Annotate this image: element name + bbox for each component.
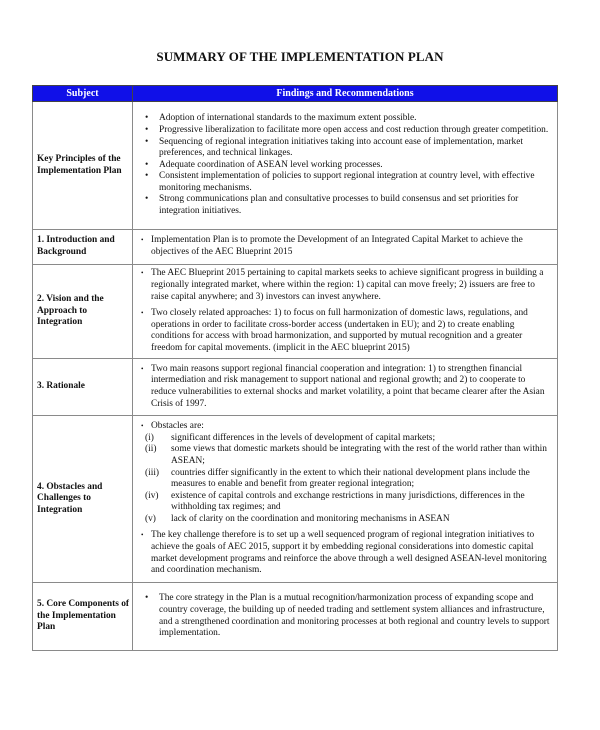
obstacle-item bbox=[141, 468, 551, 491]
table-row bbox=[33, 583, 558, 651]
obstacle-number: (i) bbox=[145, 432, 154, 443]
findings-cell bbox=[133, 102, 558, 230]
obstacles-list bbox=[141, 433, 551, 526]
bullet-item: • Strong communications plan and consultative processes to build consensus and set priorities for integration initiatives. bbox=[141, 194, 551, 217]
summary-table bbox=[32, 85, 558, 651]
obstacles-intro: Obstacles are: bbox=[151, 421, 204, 432]
obstacle-text: some views that domestic markets should be integrating with the rest of the world rather than within ASEAN; bbox=[171, 444, 547, 466]
subject-cell: 3. Rationale bbox=[33, 359, 133, 416]
document-title: SUMMARY OF THE IMPLEMENTATION PLAN bbox=[156, 49, 444, 64]
bullet-item: • Two main reasons support regional financial cooperation and integration: 1) to strengthen financial intermediation and risk management to support national and regional growth; and 2) to cooperate to reduce vulnerabilities to external shocks and market volatility, a point that became clearer after the Asian Crisis of 1997. bbox=[141, 364, 551, 410]
bullet-item: • Implementation Plan is to promote the Development of an Integrated Capital Market to achieve the objectives of the AEC Blueprint 2015 bbox=[141, 235, 551, 258]
bullet-item: • The key challenge therefore is to set up a well sequenced program of regional integration initiatives to achieve the goals of AEC 2015, support it by embedding regional considerations into domestic capital market development programs and reinforce the above through a well designed ASEAN-level monitoring and coordination mechanism. bbox=[141, 530, 551, 576]
table-row bbox=[33, 416, 558, 583]
table-row bbox=[33, 359, 558, 416]
findings-cell bbox=[133, 230, 558, 265]
bullet-item: • Sequencing of regional integration initiatives taking into account ease of implementation, market preferences, and technical linkages. bbox=[141, 137, 551, 160]
subject-cell: 4. Obstacles and Challenges to Integration bbox=[33, 416, 133, 583]
obstacle-number: (iii) bbox=[145, 467, 160, 478]
obstacle-number: (ii) bbox=[145, 444, 157, 455]
table-row bbox=[33, 265, 558, 359]
table-header-row bbox=[33, 86, 558, 102]
obstacle-text: significant differences in the levels of development of capital markets; bbox=[171, 432, 436, 443]
obstacle-item bbox=[141, 491, 551, 514]
obstacle-item bbox=[141, 444, 551, 467]
subject-cell: 1. Introduction and Background bbox=[33, 230, 133, 265]
bullet-item: • Adequate coordination of ASEAN level working processes. bbox=[141, 160, 551, 172]
subject-cell: Key Principles of the Implementation Plan bbox=[33, 102, 133, 230]
table-row bbox=[33, 230, 558, 265]
obstacle-text: countries differ significantly in the extent to which their national development plans include the measures to enable and benefit from greater regional integration; bbox=[171, 467, 530, 490]
bullet-item bbox=[141, 421, 551, 525]
obstacle-text: existence of capital controls and exchange restrictions in many jurisdictions, differences in the withholding tax regimes; and bbox=[171, 490, 525, 513]
header-findings: Findings and Recommendations bbox=[133, 86, 558, 102]
bullet-item: • The AEC Blueprint 2015 pertaining to capital markets seeks to achieve significant progress in building a regionally integrated market, where within the region: 1) capital can move freely; 2) issuers are free to raise capital anywhere; and 3) investors can invest anywhere. bbox=[141, 268, 551, 303]
bullet-item: • The core strategy in the Plan is a mutual recognition/harmonization process of expanding scope and country coverage, the building up of needed trading and settlement system alliances and infrastructure, and a strengthened coordination and monitoring processes at both regional and country levels to support implementation. bbox=[141, 593, 551, 639]
findings-cell bbox=[133, 359, 558, 416]
findings-cell bbox=[133, 583, 558, 651]
obstacle-text: lack of clarity on the coordination and monitoring mechanisms in ASEAN bbox=[171, 513, 450, 524]
obstacle-number: (v) bbox=[145, 513, 156, 524]
obstacle-item bbox=[141, 433, 551, 445]
findings-cell bbox=[133, 265, 558, 359]
findings-cell bbox=[133, 416, 558, 583]
bullet-item: • Consistent implementation of policies to support regional integration at country level, with effective monitoring mechanisms. bbox=[141, 171, 551, 194]
obstacle-item bbox=[141, 514, 551, 526]
table-row bbox=[33, 102, 558, 230]
bullet-item: • Progressive liberalization to facilitate more open access and cost reduction through greater competition. bbox=[141, 125, 551, 137]
subject-cell: 2. Vision and the Approach to Integration bbox=[33, 265, 133, 359]
obstacle-number: (iv) bbox=[145, 490, 159, 501]
bullet-item: • Two closely related approaches: 1) to focus on full harmonization of domestic laws, regulations, and operations in order to facilitate cross-border access (undertaken in EU); and 2) to create enabling conditions for access with broad harmonization, and supported by mutual recognition and a greater freedom for capital movements. (implicit in the AEC blueprint 2015) bbox=[141, 308, 551, 354]
subject-cell: 5. Core Components of the Implementation Plan bbox=[33, 583, 133, 651]
header-subject: Subject bbox=[33, 86, 133, 102]
bullet-item: • Adoption of international standards to the maximum extent possible. bbox=[141, 113, 551, 125]
